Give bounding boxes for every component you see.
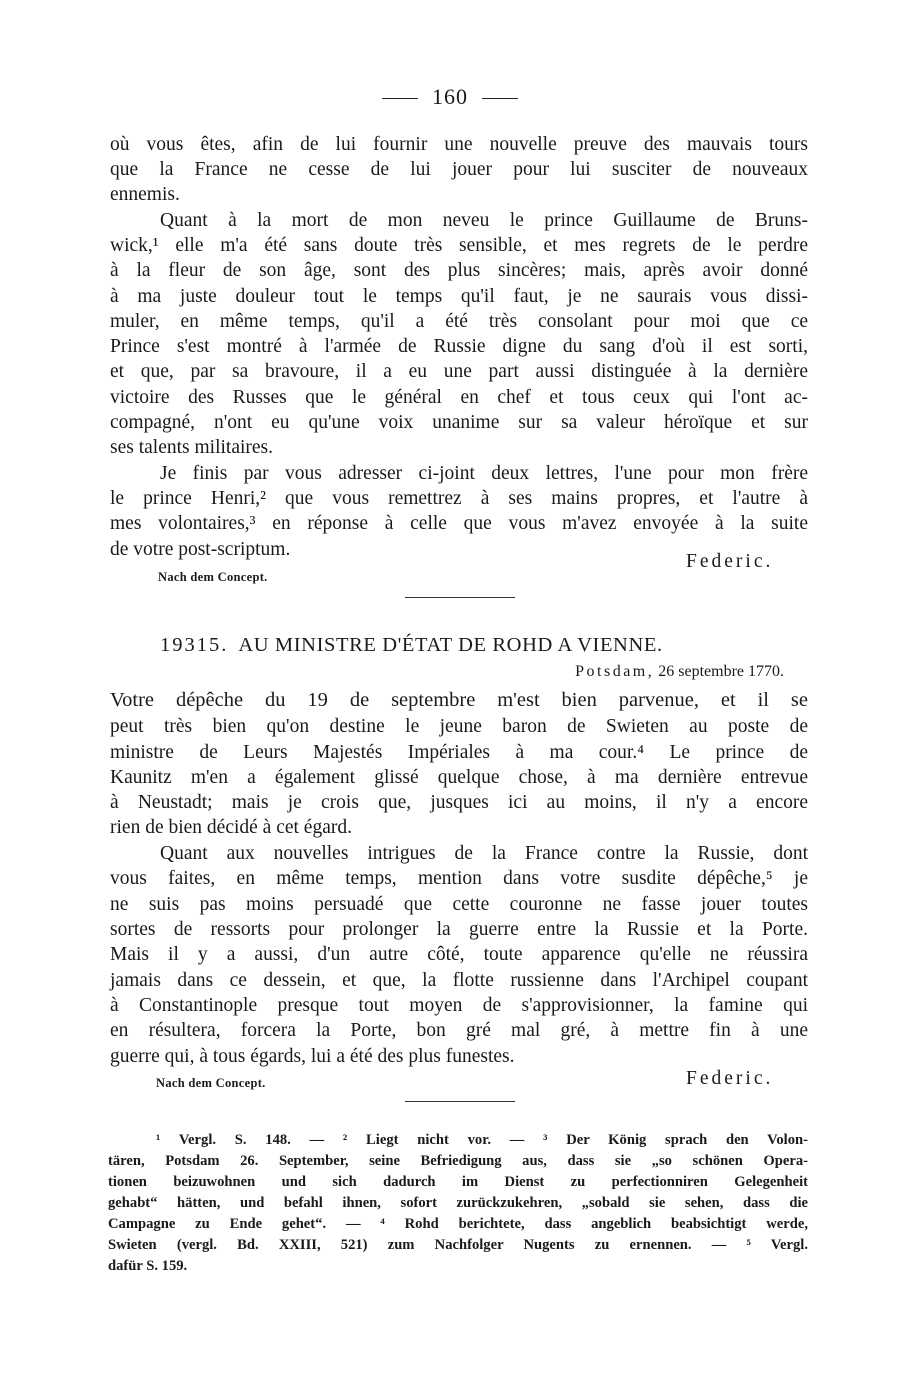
letter1-line: de votre post-scriptum. (110, 539, 291, 560)
footnote-line: tären, Potsdam 26. September, seine Befriedigung aus, dass sie „so schönen Opera- (108, 1153, 808, 1169)
letter2-number: 19315. (160, 634, 229, 656)
page-number-text: 160 (432, 84, 468, 109)
page-number (0, 84, 900, 110)
footnote-divider (405, 1101, 515, 1102)
letter1-line: que la France ne cesse de lui jouer pour lui susciter de nouveaux (110, 159, 808, 180)
letter1-line: Quant à la mort de mon neveu le prince Guillaume de Bruns- (160, 210, 808, 231)
letter2-line: Kaunitz m'en a également glissé quelque chose, à ma dernière entrevue (110, 767, 808, 788)
letter2-signature: Federic. (686, 1068, 774, 1089)
page-number-dash-left (382, 98, 418, 99)
letter2-line: jamais dans ce dessein, et que, la flotte russienne dans l'Archipel coupant (110, 970, 808, 991)
letter1-line: mes volontaires,³ en réponse à celle que vous m'avez envoyée à la suite (110, 513, 808, 534)
letter2-date: 26 septembre 1770. (658, 663, 784, 680)
letter2-heading (160, 634, 800, 657)
letter1-line: ses talents militaires. (110, 437, 274, 458)
letter1-line: à ma juste douleur tout le temps qu'il faut, je ne saurais vous dissi- (110, 286, 808, 307)
letter2-title: AU MINISTRE D'ÉTAT DE ROHD A VIENNE. (238, 634, 663, 656)
page-number-dash-right (482, 98, 518, 99)
letter1-line: Prince s'est montré à l'armée de Russie digne du sang d'où il est sorti, (110, 336, 808, 357)
letter2-line: guerre qui, à tous égards, lui a été des plus funestes. (110, 1046, 515, 1067)
footnote-line: dafür S. 159. (108, 1258, 188, 1274)
letter2-line: en résultera, forcera la Porte, bon gré mal gré, à mettre fin à une (110, 1020, 808, 1041)
letter1-line: wick,¹ elle m'a été sans doute très sensible, et mes regrets de le perdre (110, 235, 808, 256)
letter1-source-note: Nach dem Concept. (158, 570, 268, 584)
footnote-line: Campagne zu Ende gehet“. — ⁴ Rohd berichtete, dass angeblich beabsichtigt werde, (108, 1216, 808, 1232)
letter1-line: et que, par sa bravoure, il a eu une part aussi distinguée à la dernière (110, 361, 808, 382)
letter1-line: où vous êtes, afin de lui fournir une nouvelle preuve des mauvais tours (110, 134, 808, 155)
letter2-line: ministre de Leurs Majestés Impériales à ma cour.⁴ Le prince de (110, 742, 808, 763)
letter2-line: vous faites, en même temps, mention dans votre susdite dépêche,⁵ je (110, 868, 808, 889)
letter2-line: à Neustadt; mais je crois que, jusques ici au moins, il n'y a encore (110, 792, 808, 813)
letter2-line: sortes de ressorts pour prolonger la guerre entre la Russie et la Porte. (110, 919, 808, 940)
letter2-place: Potsdam, (575, 663, 655, 680)
letter2-line: Quant aux nouvelles intrigues de la France contre la Russie, dont (160, 843, 808, 864)
letter1-line: Je finis par vous adresser ci-joint deux lettres, l'une pour mon frère (160, 463, 808, 484)
footnote-line: Swieten (vergl. Bd. XXIII, 521) zum Nachfolger Nugents zu ernennen. — ⁵ Vergl. (108, 1237, 808, 1253)
letter1-line: compagné, n'ont eu qu'une voix unanime sur sa valeur héroïque et sur (110, 412, 808, 433)
letter2-line: peut très bien qu'on destine le jeune baron de Swieten au poste de (110, 716, 808, 737)
letter1-line: victoire des Russes que le général en chef et tous ceux qui l'ont ac- (110, 387, 808, 408)
letter2-line: ne suis pas moins persuadé que cette couronne ne fasse jouer toutes (110, 894, 808, 915)
letter2-source-note: Nach dem Concept. (156, 1076, 266, 1090)
letter2-line: Mais il y a aussi, d'un autre côté, toute apparence qu'elle ne réussira (110, 944, 808, 965)
letter2-line: rien de bien décidé à cet égard. (110, 817, 352, 838)
letter1-line: le prince Henri,² que vous remettrez à ses mains propres, et l'autre à (110, 488, 808, 509)
letter1-line: à la fleur de son âge, sont des plus sincères; mais, après avoir donné (110, 260, 808, 281)
letter1-line: muler, en même temps, qu'il a été très consolant pour moi que ce (110, 311, 808, 332)
footnote-line: ¹ Vergl. S. 148. — ² Liegt nicht vor. — ³ Der König sprach den Volon- (156, 1132, 808, 1148)
letter2-line: à Constantinople presque tout moyen de s'approvisionner, la famine qui (110, 995, 808, 1016)
letter2-dateline (440, 663, 784, 681)
letter1-line: ennemis. (110, 184, 180, 205)
footnote-line: gehabt“ hätten, und befahl ihnen, sofort zurückzukehren, „sobald sie sehen, dass die (108, 1195, 808, 1211)
letter1-signature: Federic. (686, 551, 774, 572)
section-divider (405, 597, 515, 598)
letter2-line: Votre dépêche du 19 de septembre m'est bien parvenue, et il se (110, 689, 808, 711)
footnote-line: tionen beizuwohnen und sich dadurch im Dienst zu perfectionniren Gelegenheit (108, 1174, 808, 1190)
